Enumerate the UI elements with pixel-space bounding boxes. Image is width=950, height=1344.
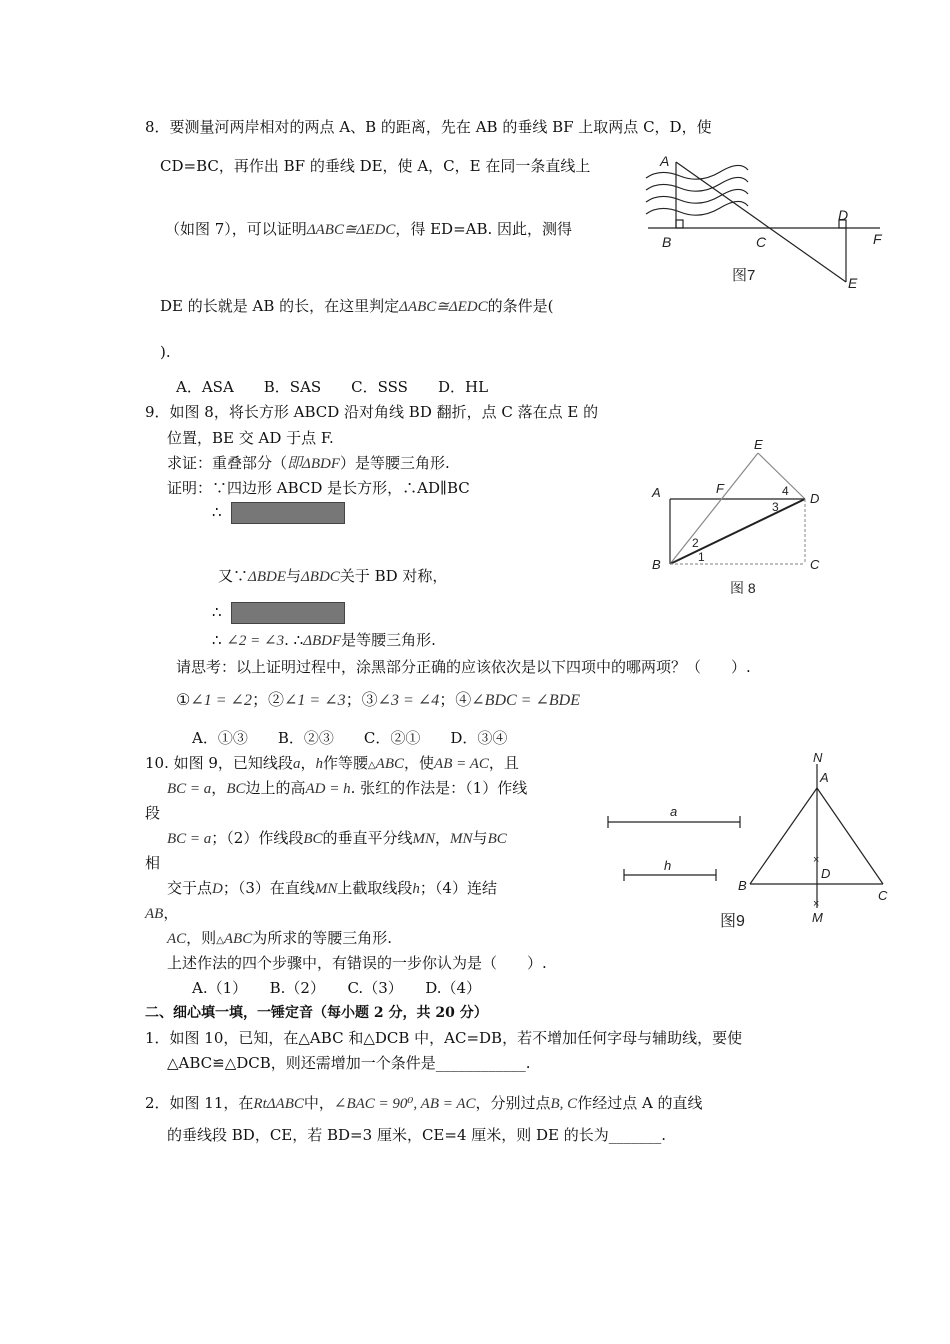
q10-l2a: BC = a — [167, 781, 212, 797]
fig9-line-ab — [750, 788, 820, 884]
q10-l4d: ， — [435, 829, 451, 847]
q10-bc-2: BC — [303, 831, 323, 847]
q9-blank-2 — [231, 602, 345, 624]
q8-line3a: （如图 7），可以证明 — [165, 220, 307, 238]
q9-line3m: 即ΔBDF — [287, 456, 340, 472]
q9-items — [176, 690, 580, 711]
s2-q2-b: 中， — [303, 1094, 334, 1112]
fig7-right-angle-b — [676, 220, 683, 228]
q10-var-h-2: h — [412, 881, 420, 897]
q9-item3-num: ③ — [361, 690, 378, 709]
q10-l8b: 为所求的等腰三角形. — [252, 929, 393, 947]
q9-sep-2: ； — [345, 690, 362, 709]
q9-line6 — [218, 566, 447, 587]
q9-item1-expr: ∠1 = ∠2 — [190, 692, 252, 709]
fig9-label-seg-h: h — [664, 858, 672, 873]
fig8-label-1: 1 — [698, 550, 705, 564]
q10-triangle-2: △ — [216, 935, 224, 946]
q9-sep-3: ； — [439, 690, 456, 709]
q10-line9: 上述作法的四个步骤中，有错误的一步你认为是（ ）. — [167, 954, 547, 972]
fig9-caption: 图9 — [720, 913, 745, 930]
fig7-caption: 图7 — [732, 267, 756, 284]
q8-line3b: ，得 ED=AB. 因此，测得 — [395, 220, 573, 238]
q8-options: A．ASA B．SAS C．SSS D．HL — [176, 378, 489, 396]
q9-line8m2: ΔBDF — [303, 633, 342, 649]
svg-text:×: × — [813, 854, 820, 866]
q10-line7 — [145, 903, 178, 924]
q10-abeqac: AB = AC — [434, 756, 489, 772]
q10-mn-3: MN — [314, 881, 338, 897]
q10-line3: 段 — [145, 804, 161, 822]
q9-line1: 9．如图 8，将长方形 ABCD 沿对角线 BD 翻折，点 C 落在点 E 的 — [145, 403, 599, 421]
q10-line6 — [167, 878, 497, 899]
q10-bc-3: BC — [487, 831, 507, 847]
q9-item2-num: ② — [267, 690, 284, 709]
q9-line5 — [212, 502, 345, 524]
q10-adeqh: AD = h — [305, 781, 351, 797]
s2-q2-a: 2．如图 11，在 — [145, 1094, 254, 1112]
fig8-label-d: D — [810, 491, 820, 506]
figure-9 — [600, 750, 900, 930]
q10-l1b: ， — [300, 754, 316, 772]
q10-mn-1: MN — [412, 831, 436, 847]
q8-line1: 8．要测量河两岸相对的两点 A、B 的距离，先在 AB 的垂线 BF 上取两点 C，D，使 — [145, 118, 712, 136]
q9-line3b: ）是等腰三角形. — [339, 454, 450, 472]
q10-line8 — [167, 928, 392, 951]
q10-comma: ， — [163, 904, 179, 922]
q10-var-d: D — [212, 881, 223, 897]
q8-expr-2: ΔABC≅ΔEDC — [399, 299, 488, 315]
q8-line4a: DE 的长就是 AB 的长，在这里判定 — [160, 297, 400, 315]
fig7-label-e: E — [848, 275, 858, 291]
q10-ab: AB — [145, 906, 164, 922]
q10-line2 — [167, 778, 527, 799]
q9-blank-1 — [231, 502, 345, 524]
s2-q2-m3: B, C — [550, 1096, 578, 1112]
fig8-line-be — [670, 453, 758, 564]
q9-item4-num: ④ — [455, 690, 472, 709]
q9-line8m1: ∠2 = ∠3 — [226, 633, 285, 649]
q10-l6c: 上截取线段 — [337, 879, 413, 897]
fig7-label-c: C — [756, 234, 767, 250]
figure-7 — [640, 150, 900, 300]
q9-item2-expr: ∠1 = ∠3 — [283, 692, 346, 709]
q10-l1e: ，且 — [488, 754, 519, 772]
q10-l4c: 的垂直平分线 — [322, 829, 413, 847]
q10-l1a: 10. 如图 9，已知线段 — [145, 754, 293, 772]
fig7-line-ae — [676, 162, 849, 282]
q8-line4 — [160, 296, 554, 317]
s2-q2-m1: RtΔABC — [253, 1096, 304, 1112]
q10-l2c: 边上的高 — [245, 779, 306, 797]
figure-8 — [640, 435, 840, 605]
q8-line3 — [165, 219, 572, 240]
q10-l6b: ；（3）在直线 — [222, 879, 315, 897]
q9-therefore-3: ∴ — [212, 631, 222, 649]
s2-q1-line2: △ABC≌△DCB，则还需增加一个条件是____________. — [167, 1054, 531, 1072]
s2-q2-line1 — [145, 1093, 703, 1114]
q9-therefore-1: ∴ — [212, 503, 222, 521]
s2-q2-c: ，分别过点 — [475, 1094, 551, 1112]
q8-line4b: 的条件是( — [487, 297, 554, 315]
fig8-label-b: B — [652, 557, 661, 572]
fig8-label-c: C — [810, 557, 820, 572]
q9-item3-expr: ∠3 = ∠4 — [377, 692, 440, 709]
q9-line7 — [212, 602, 345, 624]
fig8-label-a: A — [652, 485, 661, 500]
fig8-line-bd — [670, 499, 805, 564]
q9-line2: 位置，BE 交 AD 于点 F. — [167, 429, 334, 447]
fig7-label-a: A — [660, 153, 670, 169]
q9-think: 请思考：以上证明过程中，涂黑部分正确的应该依次是以下四项中的哪两项？（ ）. — [176, 658, 751, 676]
q10-triangle-1: △ — [367, 760, 376, 771]
q10-l2b: ， — [211, 779, 227, 797]
q9-line6b: 与 — [285, 567, 301, 585]
q10-l2d: . 张红的作法是：（1）作线 — [350, 779, 528, 797]
fig8-label-e: E — [754, 437, 763, 452]
fig9-label-d: D — [821, 866, 831, 881]
q9-therefore-2: ∴ — [212, 603, 222, 621]
fig7-label-f: F — [873, 231, 882, 247]
q10-l8a: ，则 — [186, 929, 217, 947]
fig8-label-2: 2 — [692, 536, 699, 550]
fig7-label-d: D — [838, 207, 849, 223]
fig9-label-m: M — [812, 910, 823, 925]
s2-q1-line1: 1．如图 10，已知，在△ABC 和△DCB 中，AC=DB，若不增加任何字母与辅助线，要使 — [145, 1029, 743, 1047]
fig9-label-a: A — [820, 770, 829, 785]
q10-l1c: 作等腰 — [322, 754, 368, 772]
svg-text:×: × — [813, 898, 820, 910]
fig9-label-c: C — [878, 888, 888, 903]
fig8-label-4: 4 — [782, 484, 789, 498]
fig9-label-seg-a: a — [670, 804, 678, 819]
q10-options: A.（1） B.（2） C.（3） D.（4） — [192, 979, 482, 997]
section2-title: 二、细心填一填，一锤定音（每小题 2 分，共 20 分） — [145, 1005, 488, 1021]
q9-line8b: . ∴ — [284, 631, 304, 649]
q10-l4a: BC = a — [167, 831, 212, 847]
q9-sep-1: ； — [251, 690, 268, 709]
fig9-label-b: B — [738, 878, 747, 893]
q10-l1d: ，使 — [404, 754, 435, 772]
s2-q2-d: 作经过点 A 的直线 — [577, 1094, 703, 1112]
q10-mn-2: MN — [450, 831, 473, 847]
q9-item1-num: ① — [176, 690, 191, 709]
q10-line4 — [167, 828, 507, 849]
q9-line8c: 是等腰三角形. — [341, 631, 436, 649]
q10-l6d: ；（4）连结 — [419, 879, 497, 897]
fig9-label-n: N — [813, 750, 823, 765]
q9-options: A．①③ B．②③ C．②① D．③④ — [192, 729, 508, 747]
fig8-label-f: F — [716, 481, 724, 496]
q10-line5: 相 — [145, 854, 161, 872]
q10-line1 — [145, 753, 519, 776]
q9-line6m2: ΔBDC — [301, 569, 340, 585]
q10-bc-1: BC — [226, 781, 246, 797]
q9-item4-expr: ∠BDC = ∠BDE — [471, 692, 580, 709]
q8-expr: ΔABC≅ΔEDC — [306, 222, 396, 238]
q10-l6a: 交于点 — [167, 879, 213, 897]
q9-line3a: 求证：重叠部分（ — [167, 454, 288, 472]
q8-line5: ). — [160, 343, 171, 361]
q9-line6m1: ΔBDE — [248, 569, 286, 585]
fig8-label-3: 3 — [772, 500, 779, 514]
q9-line3 — [167, 453, 450, 474]
q10-abc-1: ABC — [375, 756, 405, 772]
s2-q2-line2: 的垂线段 BD，CE，若 BD=3 厘米，CE=4 厘米，则 DE 的长为_______. — [167, 1126, 667, 1144]
q9-line6a: 又∵ — [218, 567, 249, 585]
q8-line2: CD=BC，再作出 BF 的垂线 DE，使 A，C，E 在同一条直线上 — [160, 157, 591, 175]
q10-l4e: 与 — [472, 829, 488, 847]
q10-var-h: h — [315, 756, 323, 772]
fig8-caption: 图 8 — [730, 580, 756, 596]
q9-line4: 证明：∵四边形 ABCD 是长方形，∴AD∥BC — [167, 479, 470, 497]
q9-line8 — [212, 630, 436, 651]
q10-var-a: a — [292, 756, 301, 772]
q10-l4b: ；（2）作线段 — [211, 829, 304, 847]
s2-q2-m2: ∠BAC = 90⁰, AB = AC — [333, 1096, 476, 1112]
q9-line6c: 关于 BD 对称， — [339, 567, 448, 585]
fig7-label-b: B — [662, 234, 672, 250]
q10-ac: AC — [167, 931, 187, 947]
q10-abc-2: ABC — [223, 931, 253, 947]
